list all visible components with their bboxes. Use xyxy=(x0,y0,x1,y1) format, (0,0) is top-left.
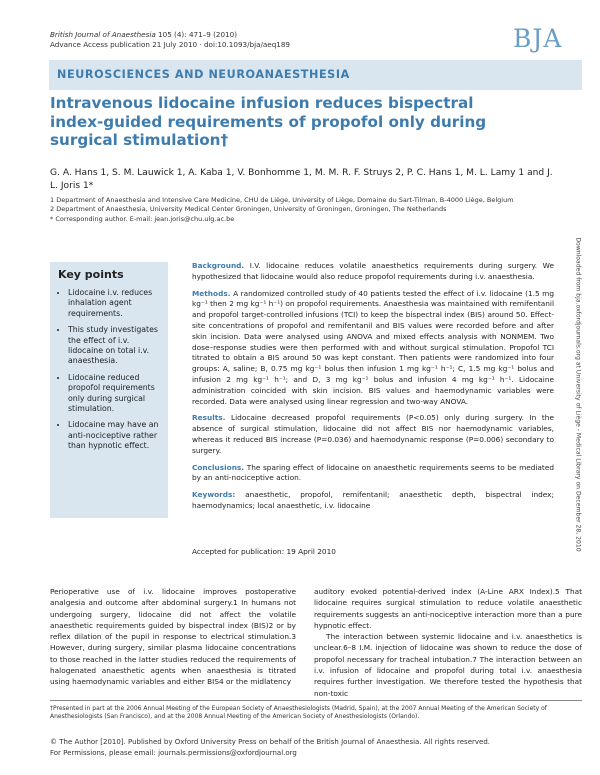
journal-header xyxy=(50,30,290,50)
download-sidebar xyxy=(574,216,584,576)
key-points-box xyxy=(50,262,168,518)
body-paragraph: auditory evoked potential-derived index (A-Line ARX Index).5 That lidocaine requires surgical stimulation to reduce volatile anaesthetic requirements suggests an anti-nociceptive interaction more than a pure hypnotic effect. xyxy=(314,587,582,630)
volume-info: 105 (4): 471–9 (2010) xyxy=(158,30,238,39)
conclusions-text: The sparing effect of lidocaine on anaesthetic requirements seems to be mediated by an anti-nociceptive action. xyxy=(192,462,554,483)
background-text: I.V. lidocaine reduces volatile anaesthetics requirements during surgery. We hypothesized that lidocaine would also reduce propofol requirements during i.v. anaesthesia. xyxy=(192,261,554,281)
permissions-line: For Permissions, please email: journals.permissions@oxfordjournal.org xyxy=(50,749,297,757)
background-label: Background. xyxy=(192,261,245,270)
affiliations xyxy=(50,196,570,224)
abstract-background xyxy=(192,261,554,283)
abstract-results xyxy=(192,413,554,456)
body-column-left xyxy=(50,586,296,688)
methods-text: A randomized controlled study of 40 patients tested the effect of i.v. lidocaine (1.5 mg kg⁻¹ then 2 mg kg⁻¹ h⁻¹) on propofol requirements. Anaesthesia was maintained with remifentanil and propofol target-controlled infusions (TCI) to keep the bispectral index (BIS) around 50. Effect-site concentrations of propofol and remifentanil and BIS values were recorded before and after skin incision. Data were analysed using ANOVA and mixed effects analysis with NONMEM. Two dose–response studies were then performed with and without surgical stimulation. Propofol TCI titrated to obtain a BIS around 50 was kept constant. Then patients were randomized into four groups: A, saline; B, 0.75 mg kg⁻¹ bolus then infusion 1 mg kg⁻¹ h⁻¹; C, 1.5 mg kg⁻¹ bolus and infusion 2 mg kg⁻¹ h⁻¹; and D, 3 mg kg⁻¹ bolus and infusion 4 mg kg⁻¹ h⁻¹. Lidocaine administration coincided with skin incision. BIS values and haemodynamic variables were recorded. Data were analysed using linear regression and two-way ANOVA. xyxy=(192,288,554,406)
key-point: • Lidocaine may have an anti-nociceptive rather than hypnotic effect. xyxy=(68,420,164,451)
results-text: Lidocaine decreased propofol requirements (P<0.05) only during surgery. In the absence of surgical stimulation, lidocaine did not affect BIS nor haemodynamic variables, whereas it reduced BIS increase (P=0.036) and haemodynamic response (P=0.006) secondary to surgery. xyxy=(192,413,554,455)
keywords-label: Keywords: xyxy=(192,490,236,500)
affiliation-1: 1 Department of Anaesthesia and Intensive Care Medicine, CHU de Liège, University of Liège, Domaine du Sart-Tilman, B-4000 Liège, Belgium xyxy=(50,196,514,204)
download-notice: Downloaded from bja.oxfordjournals.org at University of Liège - Medical Library on December 28, 2010 xyxy=(574,237,582,552)
journal-logo: BJA xyxy=(513,24,563,53)
key-points-list xyxy=(54,288,164,458)
journal-name: British Journal of Anaesthesia xyxy=(50,30,156,39)
affiliation-2: 2 Department of Anaesthesia, University Medical Center Groningen, University of Groningen, Groningen, The Netherlands xyxy=(50,205,447,214)
corresponding-author: * Corresponding author. E-mail: jean.joris@chu.ulg.ac.be xyxy=(50,214,235,223)
footnote: †Presented in part at the 2006 Annual Meeting of the European Society of Anaesthesiologists (Madrid, Spain), at the 2007 Annual Meeting of the American Society of Anesthesiologists (San Francisco), and at the 2008 Annual Meeting of the American Society of Anesthesiologists (Orlando). xyxy=(50,705,547,721)
body-column-right xyxy=(314,586,582,699)
author-list: G. A. Hans 1, S. M. Lauwick 1, A. Kaba 1, V. Bonhomme 1, M. M. R. F. Struys 2, P. C. Hans 1, M. L. Lamy 1 and J. L. Joris 1* xyxy=(50,168,553,191)
article-title: Intravenous lidocaine infusion reduces bispectral index-guided requirements of propofol only during surgical stimulation† xyxy=(50,94,487,149)
body-paragraph: The interaction between systemic lidocaine and i.v. anaesthetics is unclear.6–8 I.M. injection of lidocaine was shown to reduce the dose of propofol necessary for tracheal intubation.7 The interaction between an i.v. infusion of lidocaine and propofol during total i.v. anaesthesia requires further investigation. We therefore tested the hypothesis that non-toxic xyxy=(314,632,582,698)
accepted-date: Accepted for publication: 19 April 2010 xyxy=(192,547,336,556)
abstract-conclusions xyxy=(192,463,554,485)
abstract-keywords xyxy=(192,490,554,512)
conclusions-label: Conclusions. xyxy=(192,462,245,472)
abstract-methods xyxy=(192,289,554,408)
section-band xyxy=(49,60,582,90)
body-paragraph: Perioperative use of i.v. lidocaine improves postoperative analgesia and outcome after abdominal surgery.1 In humans not undergoing surgery, lidocaine did not affect the volatile anaesthetic requirements guided by bispectral index (BIS)2 or by reflex dilation of the pupil in response to electrical stimulation.3 However, during surgery, similar plasma lidocaine concentrations to those reached in the latter studies reduced the requirements of halogenated anaesthetic agents when anaesthesia is titrated using haemodynamic variables and either BIS4 or the midlatency xyxy=(50,587,296,687)
key-points-heading: Key points xyxy=(58,268,124,281)
key-point: • Lidocaine i.v. reduces inhalation agent requirements. xyxy=(68,288,164,319)
methods-label: Methods. xyxy=(192,288,231,298)
footnote-divider xyxy=(50,700,582,701)
section-title: NEUROSCIENCES AND NEUROANAESTHESIA xyxy=(57,68,350,81)
key-point: • Lidocaine reduced propofol requirements only during surgical stimulation. xyxy=(68,373,164,415)
key-point: • This study investigates the effect of i.v. lidocaine on total i.v. anaesthesia. xyxy=(68,325,164,367)
abstract xyxy=(192,261,554,518)
keywords-text: anaesthetic, propofol, remifentanil; anaesthetic depth, bispectral index; haemodynamics; local anaesthetic, i.v. lidocaine xyxy=(192,490,554,510)
copyright-line: © The Author [2010]. Published by Oxford University Press on behalf of the British Journal of Anaesthesia. All rights reserved. xyxy=(50,738,490,746)
copyright-block xyxy=(50,737,582,759)
results-label: Results. xyxy=(192,413,226,423)
advance-access: Advance Access publication 21 July 2010 · doi:10.1093/bja/aeq189 xyxy=(50,40,290,49)
